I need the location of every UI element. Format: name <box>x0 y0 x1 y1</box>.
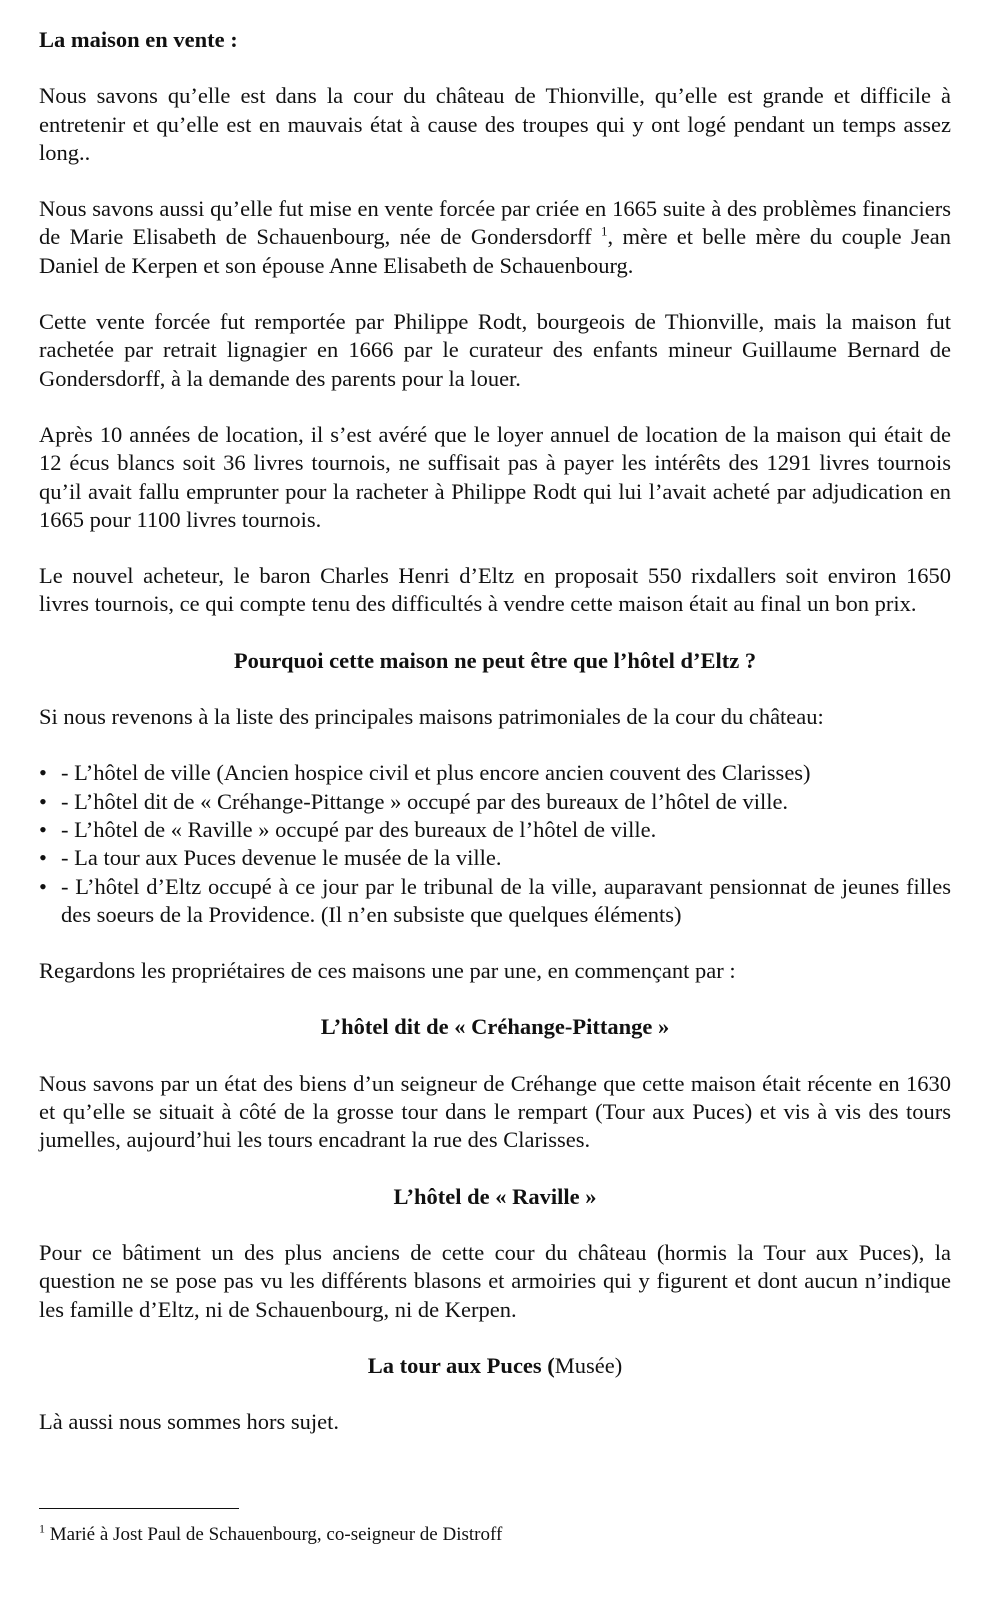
footnote-number: 1 <box>39 1521 45 1536</box>
section-title-tour-normal: Musée) <box>554 1352 623 1378</box>
bullet-icon: • <box>39 788 47 814</box>
bullet-icon: • <box>39 760 47 786</box>
footnote-separator <box>39 1508 239 1509</box>
paragraph-nouvel-acheteur: Le nouvel acheteur, le baron Charles Henri d’Eltz en proposait 550 rixdallers soit environ 1650 livres tournois, ce qui compte tenu des difficultés à vendre cette maison était au final un bon prix. <box>39 563 951 617</box>
footnote <box>39 1523 951 1547</box>
list-item-text: - L’hôtel dit de « Créhange-Pittange » occupé par des bureaux de l’hôtel de ville. <box>61 788 789 814</box>
list-item-text: - L’hôtel de « Raville » occupé par des bureaux de l’hôtel de ville. <box>61 816 657 842</box>
list-item-text: - La tour aux Puces devenue le musée de la ville. <box>61 845 502 871</box>
footnote-reference[interactable]: 1 <box>601 223 608 239</box>
document-body <box>39 26 951 1464</box>
houses-list <box>39 759 951 929</box>
paragraph-location: Nous savons qu’elle est dans la cour du château de Thionville, qu’elle est grande et difficile à entretenir et qu’elle est en mauvais état à cause des troupes qui y ont logé pendant un temps assez long.. <box>39 83 951 165</box>
list-item <box>39 844 951 872</box>
list-item <box>39 788 951 816</box>
paragraph-vente-forcee-text-end: , mère et belle mère du couple Jean Daniel de Kerpen et son épouse Anne Elisabeth de Schauenbourg. <box>39 224 951 278</box>
paragraph-tour: Là aussi nous sommes hors sujet. <box>39 1409 339 1435</box>
section-title-crehange: L’hôtel dit de « Créhange-Pittange » <box>320 1014 670 1040</box>
list-item-text: - L’hôtel d’Eltz occupé à ce jour par le tribunal de la ville, auparavant pensionnat de jeunes filles des soeurs de la Providence. (Il n’en subsiste que quelques éléments) <box>61 873 951 927</box>
list-item-text: - L’hôtel de ville (Ancien hospice civil et plus encore ancien couvent des Clarisses) <box>61 760 811 786</box>
section-heading-maison-en-vente: La maison en vente : <box>39 27 238 52</box>
paragraph-vente-forcee-text: Nous savons aussi qu’elle fut mise en vente forcée par criée en 1665 suite à des problèmes financiers de Marie Elisabeth de Schauenbourg, née de Gondersdorff <box>39 196 951 250</box>
list-item <box>39 816 951 844</box>
footnote-text: Marié à Jost Paul de Schauenbourg, co-seigneur de Distroff <box>45 1524 503 1545</box>
question-title: Pourquoi cette maison ne peut être que l’hôtel d’Eltz ? <box>233 647 757 673</box>
list-item <box>39 873 951 930</box>
paragraph-location-loyer: Après 10 années de location, il s’est avéré que le loyer annuel de location de la maison qui était de 12 écus blancs soit 36 livres tournois, ne suffisait pas à payer les intérêts des 1291 livres tournois qu’il avait fallu emprunter pour la racheter à Philippe Rodt qui lui l’avait acheté par adjudication en 1665 pour 1100 livres tournois. <box>39 421 951 532</box>
review-intro: Regardons les propriétaires de ces maisons une par une, en commençant par : <box>39 958 736 984</box>
paragraph-retrait-lignagier: Cette vente forcée fut remportée par Philippe Rodt, bourgeois de Thionville, mais la maison fut rachetée par retrait lignagier en 1666 par le curateur des enfants mineur Guillaume Bernard de Gondersdorff, à la demande des parents pour la louer. <box>39 309 951 391</box>
section-title-tour-aux-puces <box>39 1352 951 1380</box>
bullet-icon: • <box>39 845 47 871</box>
paragraph-vente-forcee <box>39 195 951 280</box>
paragraph-crehange: Nous savons par un état des biens d’un seigneur de Créhange que cette maison était récente en 1630 et qu’elle se situait à côté de la grosse tour dans le rempart (Tour aux Puces) et vis à vis des tours jumelles, aujourd’hui les tours encadrant la rue des Clarisses. <box>39 1070 951 1153</box>
list-intro: Si nous revenons à la liste des principales maisons patrimoniales de la cour du château: <box>39 704 824 730</box>
list-item <box>39 759 951 787</box>
section-title-raville: L’hôtel de « Raville » <box>393 1183 597 1209</box>
bullet-icon: • <box>39 873 47 899</box>
paragraph-raville: Pour ce bâtiment un des plus anciens de cette cour du château (hormis la Tour aux Puces), la question ne se pose pas vu les différents blasons et armoiries qui y figurent et dont aucun n’indique les famille d’Eltz, ni de Schauenbourg, ni de Kerpen. <box>39 1239 951 1322</box>
bullet-icon: • <box>39 816 47 842</box>
section-title-tour-bold: La tour aux Puces ( <box>367 1352 555 1378</box>
